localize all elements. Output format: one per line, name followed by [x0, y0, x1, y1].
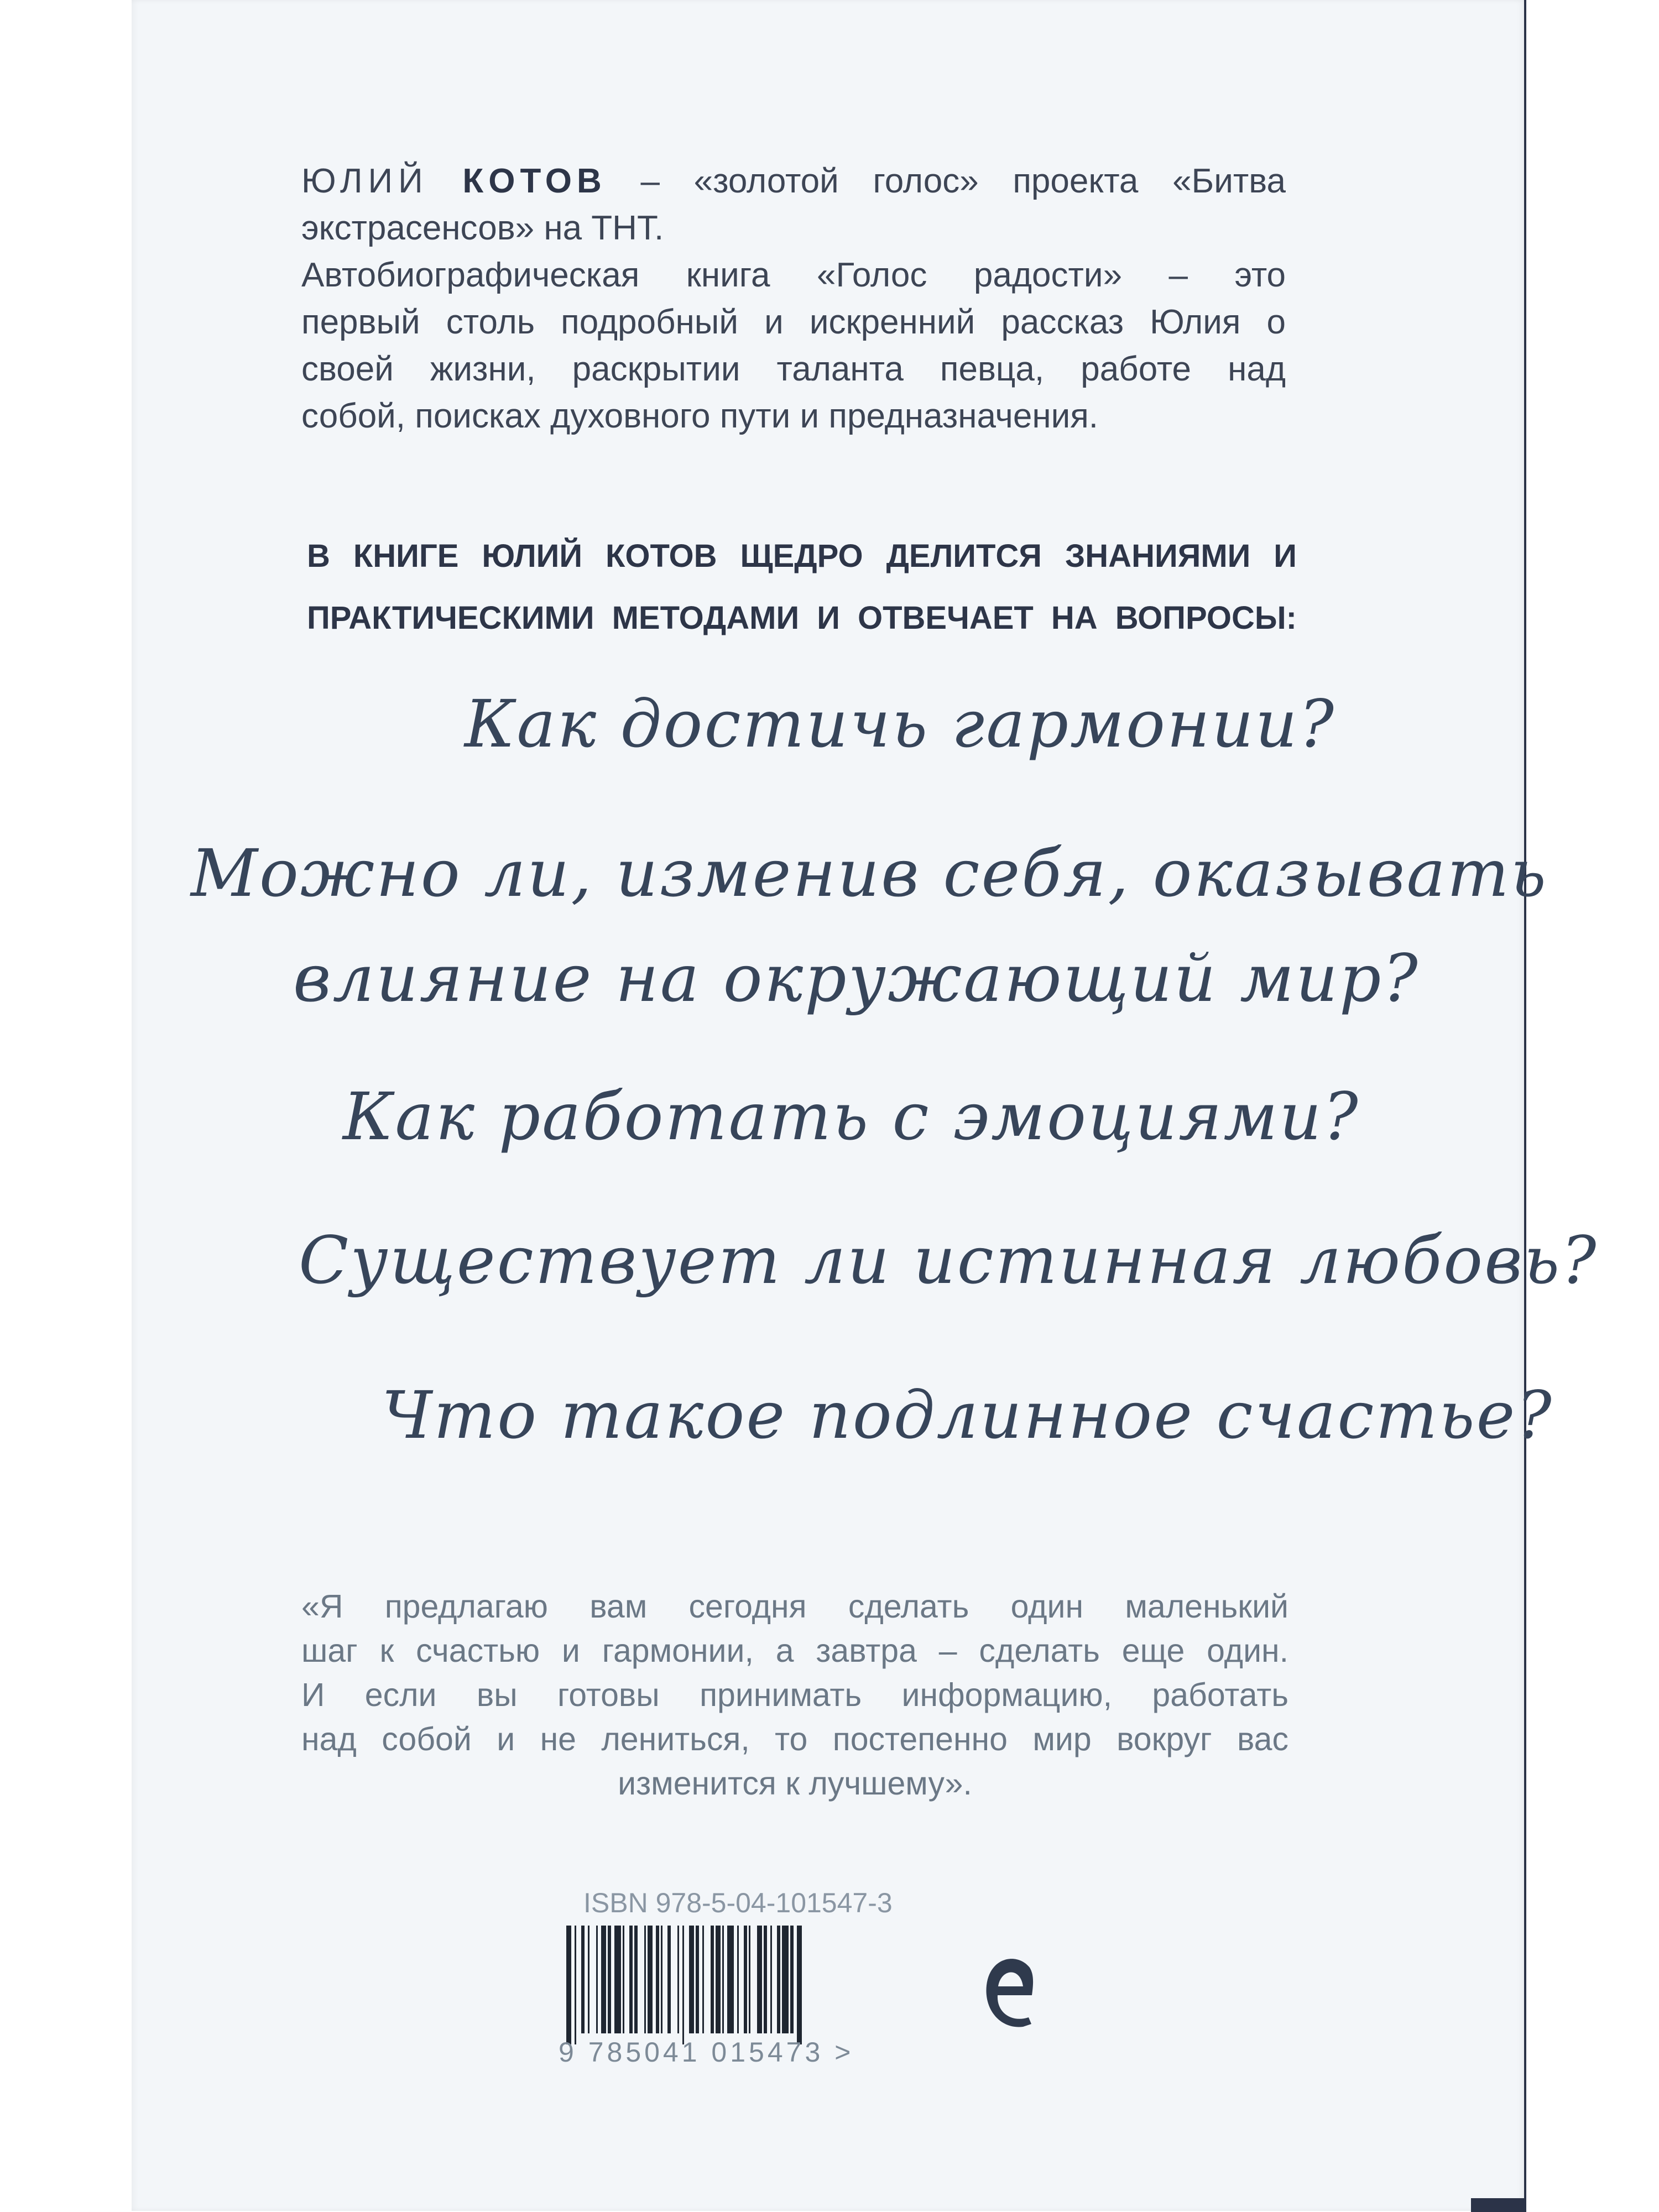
author-quote [301, 1584, 1288, 1806]
author-last-name: КОТОВ [462, 162, 607, 200]
isbn-label: ISBN 978-5-04-101547-3 [583, 1887, 893, 1918]
eksmo-e-logo-icon [979, 1947, 1040, 2043]
intro-line-3: Автобиографическая книга «Голос радости» – это [301, 256, 1286, 294]
quote-line-4: над собой и не лениться, то постепенно мир вокруг вас [301, 1721, 1288, 1757]
barcode-bar [744, 1926, 747, 2033]
barcode-bar [757, 1926, 762, 2033]
questions-heading [307, 525, 1297, 649]
barcode-bar [722, 1926, 724, 2033]
quote-line-2: шаг к счастью и гармонии, а завтра – сделать еще один. [301, 1632, 1288, 1669]
question-influence-line-1: Можно ли, изменив себя, оказывать [191, 835, 1548, 911]
barcode-bar [790, 1926, 794, 2033]
question-true-love: Существует ли истинная любовь? [299, 1222, 1598, 1298]
barcode-bar [575, 1926, 576, 2044]
barcode-digits: 9 785041 015473 > [559, 2037, 854, 2068]
barcode-bar [770, 1926, 772, 2033]
quote-line-3: И если вы готовы принимать информацию, работать [301, 1677, 1288, 1713]
barcode-bar [648, 1926, 653, 2033]
barcode-bar [782, 1926, 789, 2033]
barcode-bar [623, 1926, 624, 2033]
quote-line-5: изменится к лучшему». [618, 1765, 972, 1802]
question-happiness: Что такое подлинное счастье? [382, 1377, 1553, 1453]
barcode-bar [656, 1926, 659, 2033]
barcode-bar [696, 1926, 699, 2033]
heading-line-2: ПРАКТИЧЕСКИМИ МЕТОДАМИ И ОТВЕЧАЕТ НА ВОПРОСЫ: [307, 600, 1297, 636]
barcode-bar [716, 1926, 721, 2033]
barcode-bar [711, 1926, 714, 2033]
barcode-bar [797, 1926, 802, 2044]
barcode-bar [581, 1926, 585, 2033]
barcode-bar [588, 1926, 589, 2033]
barcode-bar [614, 1926, 621, 2033]
intro-paragraph [301, 158, 1286, 440]
barcode-bar [596, 1926, 598, 2033]
question-influence-line-2: влияние на окружающий мир? [293, 940, 1420, 1016]
barcode-bar [601, 1926, 606, 2033]
intro-line-4: первый столь подробный и искренний рассказ Юлия о [301, 303, 1286, 341]
barcode-bar [777, 1926, 780, 2033]
intro-line-1-rest: – «золотой голос» проекта «Битва [606, 162, 1286, 200]
intro-line-2: экстрасенсов» на ТНТ. [301, 209, 664, 247]
barcode-bar [689, 1926, 694, 2033]
barcode-bar [608, 1926, 611, 2033]
barcode-bar [727, 1926, 734, 2033]
cover-bottom-edge [1471, 2198, 1526, 2212]
question-harmony: Как достичь гармонии? [465, 686, 1335, 762]
barcode-bar [661, 1926, 662, 2033]
question-emotions: Как работать с эмоциями? [343, 1078, 1360, 1155]
barcode-bar [644, 1926, 646, 2033]
barcode-bar [629, 1926, 633, 2033]
barcode-bar [737, 1926, 739, 2033]
barcode-bar [634, 1926, 638, 2033]
author-first-name: ЮЛИЙ [301, 162, 429, 200]
barcode-bar [677, 1926, 679, 2033]
barcode-bar [749, 1926, 750, 2033]
barcode-bar [764, 1926, 767, 2033]
barcode-bar [682, 1926, 684, 2044]
intro-line-6: собой, поисках духовного пути и предназначения. [301, 397, 1099, 435]
barcode-bar [667, 1926, 671, 2033]
barcode-bar [566, 1926, 571, 2044]
intro-line-5: своей жизни, раскрытии таланта певца, работе над [301, 350, 1286, 388]
quote-line-1: «Я предлагаю вам сегодня сделать один маленький [301, 1588, 1288, 1625]
intro-line-1 [301, 158, 1286, 205]
barcode-bar [702, 1926, 704, 2033]
cover-edge [1524, 0, 1526, 2212]
heading-line-1: В КНИГЕ ЮЛИЙ КОТОВ ЩЕДРО ДЕЛИТСЯ ЗНАНИЯМИ И [307, 538, 1297, 574]
